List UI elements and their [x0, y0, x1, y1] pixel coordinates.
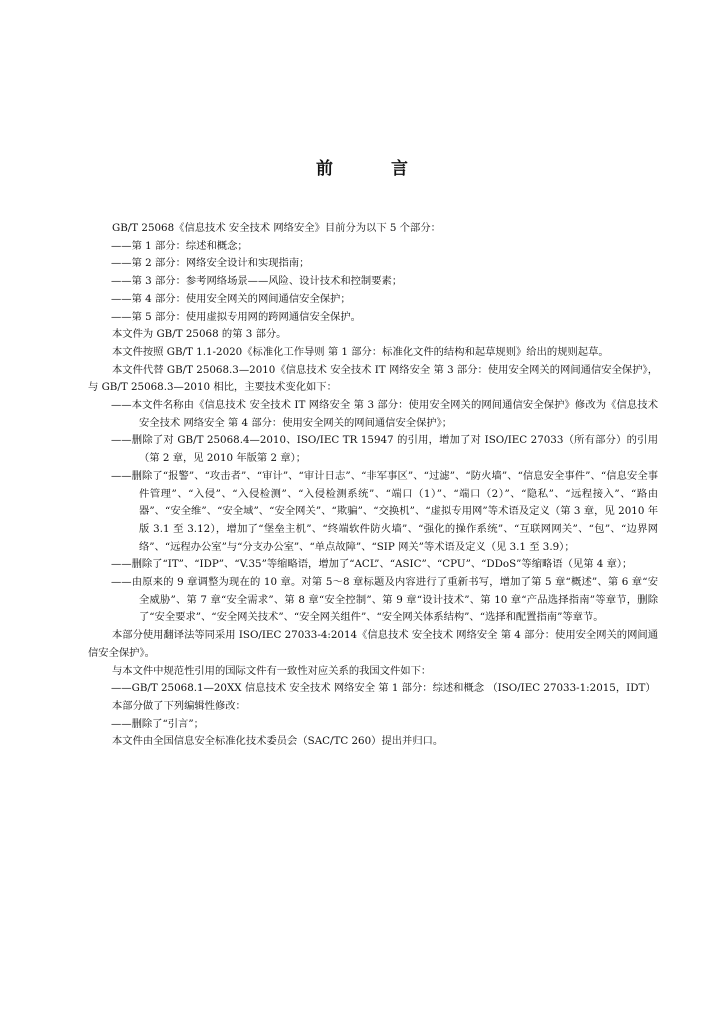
- list-item: ——删除了“IT”、“IDP”、“V.35”等缩略语，增加了“ACL”、“ASIC”、“CPU”、“DDoS”等缩略语（见第 4 章）；: [111, 558, 633, 571]
- paragraph: 本文件为 GB/T 25068 的第 3 部分。: [112, 328, 287, 341]
- list-item: ——第 3 部分：参考网络场景——风险、设计技术和控制要素；: [111, 275, 403, 288]
- paragraph: 本部分使用翻译法等同采用 ISO/IEC 27033-4:2014《信息技术 安全技术 网络安全 第 4 部分：使用安全网关的网间通信安全保护》。: [88, 629, 658, 659]
- paragraph: 本文件由全国信息安全标准化技术委员会（SAC/TC 260）提出并归口。: [112, 735, 444, 748]
- page-title: 前 言: [316, 159, 434, 179]
- paragraph: GB/T 25068《信息技术 安全技术 网络安全》目前分为以下 5 个部分：: [112, 222, 441, 234]
- paragraph: 本文件按照 GB/T 1.1-2020《标准化工作导则 第 1 部分：标准化文件的结构和起草规则》给出的规则起草。: [112, 345, 609, 358]
- list-item: ——删除了“报警”、“攻击者”、“审计”、“审计日志”、“非军事区”、“过滤”、“防火墙”、“信息安全事件”、“信息安全事件管理”、“入侵”、“入侵检测”、“入侵检测系统”、“端口（1）”、“端口（2）”、“隐私”、“远程接入”、“路由器”、“安全维”、“安全域”、“安全网关”、“欺骗”、“交换机”、“虚拟专用网”等术语及定义（第 3 章，见 2010 年版 3.1 至 3.12），增加了“堡垒主机”、“终端软件防火墙”、“强化的操作系统”、“互联网网关”、“包”、“边界网络”、“远程办公室”与“分支办公室”、“单点故障”、“SIP 网关”等术语及定义（见 3.1 至 3.9）；: [111, 469, 658, 553]
- list-item: ——第 4 部分：使用安全网关的网间通信安全保护；: [111, 292, 351, 305]
- list-item: ——第 5 部分：使用虚拟专用网的跨网通信安全保护。: [111, 310, 361, 323]
- list-item: ——由原来的 9 章调整为现在的 10 章。对第 5～8 章标题及内容进行了重新书写，增加了第 5 章“概述”、第 6 章“安全威胁”、第 7 章“安全需求”、第 8 章“安全控制”、第 9 章“设计技术”、第 10 章“产品选择指南”等章节，删除了“安全要求”、“安全网关技术”、“安全网关组件”、“安全网关体系结构”、“选择和配置指南”等章节。: [111, 576, 658, 624]
- list-item: ——删除了“引言”；: [111, 717, 204, 730]
- paragraph: 本部分做了下列编辑性修改：: [112, 699, 246, 712]
- list-item: ——GB/T 25068.1—20XX 信息技术 安全技术 网络安全 第 1 部分：综述和概念 （ISO/IEC 27033-1:2015，IDT）: [111, 682, 656, 695]
- paragraph: 本文件代替 GB/T 25068.3—2010《信息技术 安全技术 IT 网络安全 第 3 部分：使用安全网关的网间通信安全保护》，与 GB/T 25068.3—2010 相比，主要技术变化如下：: [88, 363, 658, 394]
- list-item: ——第 1 部分：综述和概念；: [111, 239, 248, 252]
- list-item: ——第 2 部分：网络安全设计和实现指南；: [111, 257, 310, 270]
- list-item: ——本文件名称由《信息技术 安全技术 IT 网络安全 第 3 部分：使用安全网关的网间通信安全保护》修改为《信息技术 安全技术 网络安全 第 4 部分：使用安全网关的网间通信安全保护》；: [111, 399, 658, 429]
- paragraph: 与本文件中规范性引用的国际文件有一致性对应关系的我国文件如下：: [112, 664, 432, 677]
- list-item: ——删除了对 GB/T 25068.4—2010、ISO/IEC TR 15947 的引用，增加了对 ISO/IEC 27033（所有部分）的引用（第 2 章，见 2010 年版第 2 章）；: [111, 434, 658, 465]
- document-body: [88, 220, 658, 751]
